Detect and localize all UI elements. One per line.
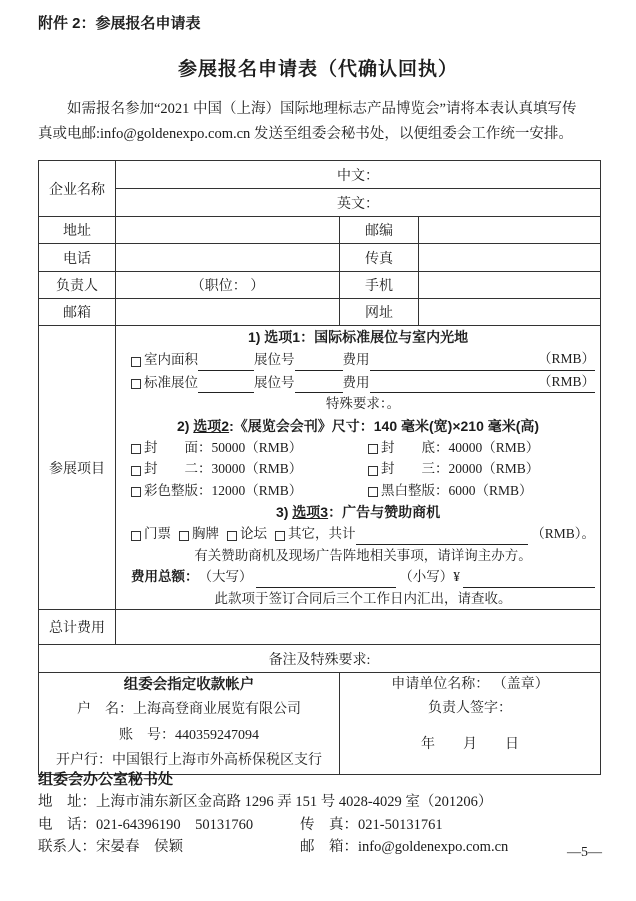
checkbox-bw-page-icon[interactable] <box>368 487 378 497</box>
website-label: 网址 <box>340 299 419 326</box>
secretariat-heading: 组委会办公室秘书处 <box>38 771 174 788</box>
cover-two-label: 封 二： <box>144 461 212 476</box>
company-name-english-cell[interactable]: 英文： <box>116 189 601 217</box>
bank-line: 开户行：中国银行上海市外高桥保税区支行 <box>56 753 322 768</box>
company-name-label: 企业名称 <box>39 161 116 217</box>
checkbox-forum-icon[interactable] <box>227 531 237 541</box>
booth-no-label-2: 展位号 <box>254 374 295 390</box>
cover-front-label: 封 面： <box>144 439 212 455</box>
remarks-cell[interactable]: 备注及特殊要求: <box>39 645 601 673</box>
page-title: 参展报名申请表（代确认回执） <box>177 59 458 80</box>
email-label: 邮箱 <box>39 299 116 326</box>
cover-back-price: 40000（RMB） <box>448 439 540 455</box>
manager-position-cell[interactable]: （职位： ） <box>116 272 340 299</box>
phone-label: 电话 <box>39 244 116 272</box>
manager-label: 负责人 <box>39 272 116 299</box>
bw-page-label: 黑白整版： <box>381 482 449 498</box>
payment-deadline-line: 此款项于签订合同后三个工作日内汇出，请查收。 <box>214 590 512 606</box>
website-value-cell[interactable] <box>419 299 601 326</box>
badge-label: 胸牌 <box>192 526 219 541</box>
sponsor-rmb-unit: （RMB）。 <box>527 526 596 541</box>
sponsor-note-line: 有关赞助商机及现场广告阵地相关事项，请详询主办方。 <box>194 547 532 563</box>
total-cost-value-cell[interactable] <box>116 610 601 645</box>
signature-cell <box>340 673 601 775</box>
option1-heading: 1) 选项1：国际标准展位与室内光地 <box>247 329 469 345</box>
phone-value-cell[interactable] <box>116 244 340 272</box>
account-number-line: 账 号：440359247094 <box>119 727 259 743</box>
intro-paragraph <box>38 97 604 147</box>
registration-form-table <box>38 160 601 775</box>
secretariat-address-line: 地 址：上海市浦东新区金高路 1296 弄 151 号 4028-4029 室（201206） <box>38 794 493 810</box>
option3-heading: 3) 选项3：广告与赞助商机 <box>275 504 441 520</box>
secretariat-contact: 联系人：宋晏春 侯颖 <box>38 839 183 855</box>
amount-words-blank[interactable] <box>256 574 396 588</box>
fax-value-cell[interactable] <box>419 244 601 272</box>
booth-no-blank-2[interactable] <box>295 379 343 393</box>
intro-line-1: 如需报名参加“2021 中国（上海）国际地理标志产品博览会”请将本表认真填写传 <box>67 101 577 117</box>
checkbox-other-icon[interactable] <box>275 531 285 541</box>
option2-heading: 2) 选项2:《展览会会刊》尺寸：140 毫米(宽)×210 毫米(高) <box>176 417 540 434</box>
cover-front-price: 50000（RMB） <box>211 439 303 455</box>
sponsor-total-blank[interactable] <box>356 531 528 545</box>
exhibit-items-label: 参展项目 <box>39 326 116 610</box>
amount-words-label: （大写） <box>198 569 256 584</box>
checkbox-color-page-icon[interactable] <box>131 487 141 497</box>
cover-back-label: 封 底： <box>381 439 449 455</box>
email-value-cell[interactable] <box>116 299 340 326</box>
secretariat-email: 邮 箱：info@goldenexpo.com.cn <box>300 839 509 855</box>
checkbox-cover-three-icon[interactable] <box>368 466 378 476</box>
postcode-value-cell[interactable] <box>419 217 601 244</box>
color-page-price: 12000（RMB） <box>211 482 303 498</box>
option2-row-3 <box>121 480 595 502</box>
address-label: 地址 <box>39 217 116 244</box>
company-name-chinese-cell[interactable]: 中文： <box>116 161 601 189</box>
ticket-label: 门票 <box>144 526 171 541</box>
amount-figures-label: （小写）¥ <box>395 569 464 584</box>
total-amount-label: 费用总额： <box>131 569 199 584</box>
checkbox-ticket-icon[interactable] <box>131 531 141 541</box>
indoor-area-blank[interactable] <box>198 357 254 371</box>
indoor-area-label: 室内面积 <box>144 352 198 367</box>
signature-line[interactable]: 负责人签字： <box>428 701 513 716</box>
standard-booth-label: 标准展位 <box>144 374 198 390</box>
booth-no-label: 展位号 <box>254 352 295 367</box>
exhibit-items-cell <box>116 326 601 610</box>
secretariat-contact-email-line <box>38 836 604 859</box>
fee-label-2: 费用 <box>342 374 370 390</box>
secretariat-fax: 传 真：021-50131761 <box>300 816 443 833</box>
payment-account-heading: 组委会指定收款帐户 <box>123 677 255 693</box>
attachment-heading: 附件 2：参展报名申请表 <box>38 15 201 32</box>
total-cost-label: 总计费用 <box>39 610 116 645</box>
fee-blank-2[interactable] <box>370 379 539 393</box>
option1-row-standard <box>121 371 595 394</box>
forum-label: 论坛 <box>240 526 267 541</box>
cover-three-label: 封 三： <box>381 461 449 476</box>
option2-row-1 <box>121 437 595 459</box>
special-requirements-line: 特殊要求：。 <box>325 396 401 411</box>
fee-blank[interactable] <box>370 357 539 371</box>
account-name-line: 户 名：上海高登商业展览有限公司 <box>77 702 301 717</box>
option1-row-indoor <box>121 348 595 371</box>
bw-page-price: 6000（RMB） <box>448 482 533 498</box>
other-label: 其它，共计 <box>288 526 356 541</box>
address-value-cell[interactable] <box>116 217 340 244</box>
checkbox-cover-back-icon[interactable] <box>368 444 378 454</box>
fax-label: 传真 <box>340 244 419 272</box>
mobile-label: 手机 <box>340 272 419 299</box>
secretariat-phone-fax-line <box>38 814 604 837</box>
amount-figures-blank[interactable] <box>463 574 595 588</box>
standard-booth-blank[interactable] <box>198 379 254 393</box>
fee-label: 费用 <box>342 352 370 367</box>
secretariat-footer <box>38 768 604 859</box>
total-amount-line <box>121 566 595 588</box>
payment-account-cell <box>39 673 340 775</box>
secretariat-phone: 电 话：021-64396190 50131760 <box>38 816 254 833</box>
checkbox-indoor-area-icon[interactable] <box>131 357 141 367</box>
checkbox-badge-icon[interactable] <box>179 531 189 541</box>
rmb-unit: （RMB） <box>538 348 595 371</box>
page-number: —5— <box>567 845 602 860</box>
color-page-label: 彩色整版： <box>144 482 212 498</box>
applicant-unit-line: 申请单位名称： （盖章） <box>391 677 549 692</box>
checkbox-cover-two-icon[interactable] <box>131 466 141 476</box>
checkbox-standard-booth-icon[interactable] <box>131 379 141 389</box>
booth-no-blank[interactable] <box>295 357 343 371</box>
rmb-unit-2: （RMB） <box>538 371 595 394</box>
mobile-value-cell[interactable] <box>419 272 601 299</box>
checkbox-cover-front-icon[interactable] <box>131 444 141 454</box>
option2-row-2 <box>121 458 595 480</box>
intro-line-2: 真或电邮:info@goldenexpo.com.cn 发送至组委会秘书处，以便组委会工作统一安排。 <box>38 126 573 142</box>
postcode-label: 邮编 <box>340 217 419 244</box>
date-line[interactable]: 年 月 日 <box>421 737 520 752</box>
cover-three-price: 20000（RMB） <box>448 461 540 476</box>
option3-checkbox-row <box>121 523 595 545</box>
cover-two-price: 30000（RMB） <box>211 461 303 476</box>
